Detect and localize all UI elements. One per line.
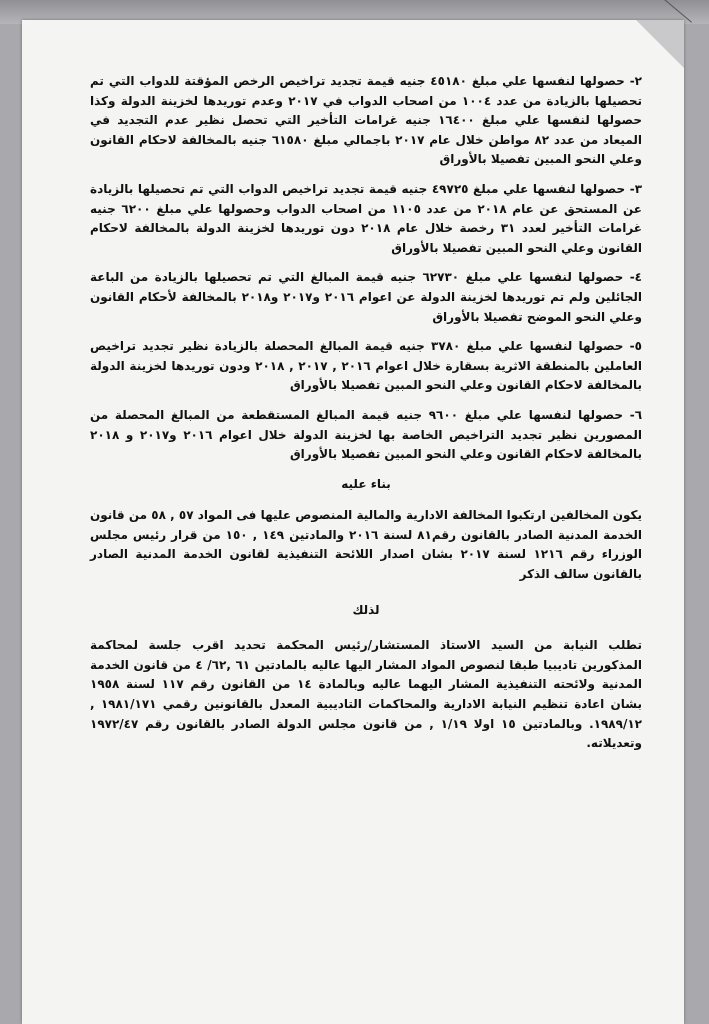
paragraph-item-3: ٣- حصولها لنفسها علي مبلغ ٤٩٧٢٥ جنيه قيمة تجديد تراخيص الدواب التي تم تحصيلها بالزيادة عن المستحق عن عام ٢٠١٨ من عدد ١١٠٥ من اصحاب الدواب وحصولها علي مبلغ ٦٢٠٠ جنيه غرامات التأخير لعدد ٣١ رخصة خلال عام ٢٠١٨ دون توريدها لخزينة الدولة بالمخالفة لاحكام القانون وعلي النحو المبين تفصيلا بالأوراق <box>90 181 643 255</box>
conclusion-paragraph: يكون المخالفين ارتكبوا المخالفة الادارية والمالية المنصوص عليها فى المواد ٥٧ , ٥٨ من قانون الخدمة المدنية الصادر بالقانون رقم٨١ لسنة ٢٠١٦ والمادتين ١٤٩ , ١٥٠ من قرار رئيس مجلس الوزراء رقم ١٢١٦ لسنة ٢٠١٧ بشان اصدار اللائحة التنفيذية لقانون الخدمة المدنية الصادر بالقانون سالف الذكر <box>90 508 642 582</box>
prosecution-request-paragraph: تطلب النيابة من السيد الاستاذ المستشار/رئيس المحكمة تحديد اقرب جلسة لمحاكمة المذكورين تاديبيا طبقا لنصوص المواد المشار اليها عاليه بالمادتين ٦١ ,٦٢/ ٤ من قانون الخدمة المدنية ولائحته التنفيذية المشار اليهما عاليه وبالمادة ١٤ من القانون رقم ١١٧ لسنة ١٩٥٨ بشان اعادة تنظيم النيابة الادارية والمحاكمات التاديبية المعدل بالقانونين رقمي ١٩٨١/١٧١ , ١٩٨٩/١٢. وبالمادتين ١٥ اولا ١/١٩ , من قانون مجلس الدولة الصادر بالقانون رقم ١٩٧٢/٤٧ وتعديلاته. <box>90 638 643 751</box>
paragraph-item-4: ٤- حصولها لنفسها علي مبلغ ٦٢٧٣٠ جنيه قيمة المبالغ التي تم تحصيلها بالزيادة من الباعة الجائلين ولم تم توريدها لخزينة الدولة عن اعوام ٢٠١٦ و٢٠١٧ و٢٠١٨ بالمخالفة لأحكام القانون وعلي النحو الموضح تفصيلا بالأوراق <box>90 270 643 324</box>
document-body <box>90 72 642 764</box>
heading-therefore: لذلك <box>352 602 380 617</box>
paragraph-item-5: ٥- حصولها لنفسها علي مبلغ ٣٧٨٠ جنيه قيمة المبالغ المحصلة بالزيادة نظير تجديد تراخيص العاملين بالمنطقة الاثرية بسقارة خلال اعوام ٢٠١٦ , ٢٠١٧ , ٢٠١٨ ودون توريدها لخزينة الدولة بالمخالفة لاحكام القانون وعلي النحو المبين تفصيلا بالأوراق <box>90 339 643 393</box>
page-corner-fold <box>636 20 684 68</box>
paragraph-item-6: ٦- حصولها لنفسها علي مبلغ ٩٦٠٠ جنيه قيمة المبالغ المستقطعة من المبالغ المحصلة من المصورين نظير تجديد التراخيص الخاصة بها لخزينة الدولة خلال اعوام ٢٠١٦ و٢٠١٧ و ٢٠١٨ بالمخالفة لاحكام القانون وعلي النحو المبين تفصيلا بالأوراق <box>90 407 643 462</box>
heading-based-thereon: بناء عليه <box>341 476 391 491</box>
paragraph-item-2: ٢- حصولها لنفسها علي مبلغ ٤٥١٨٠ جنيه قيمة تجديد تراخيص الرخص المؤقتة للدواب التي تم تحصيلها بالزيادة من عدد ١٠٠٤ من اصحاب الدواب في ٢٠١٧ وعدم توريدها لخزينة الدولة وكذا حصولها لنفسها علي مبلغ ١٦٤٠٠ جنيه غرامات التأخير التي تحصل نظير عدم التجديد في الميعاد من عدد ٨٢ مواطن خلال عام ٢٠١٧ باجمالي مبلغ ٦١٥٨٠ جنيه بالمخالفة لاحكام القانون وعلي النحو المبين تفصيلا بالأوراق <box>90 74 642 167</box>
document-page <box>22 20 684 1024</box>
